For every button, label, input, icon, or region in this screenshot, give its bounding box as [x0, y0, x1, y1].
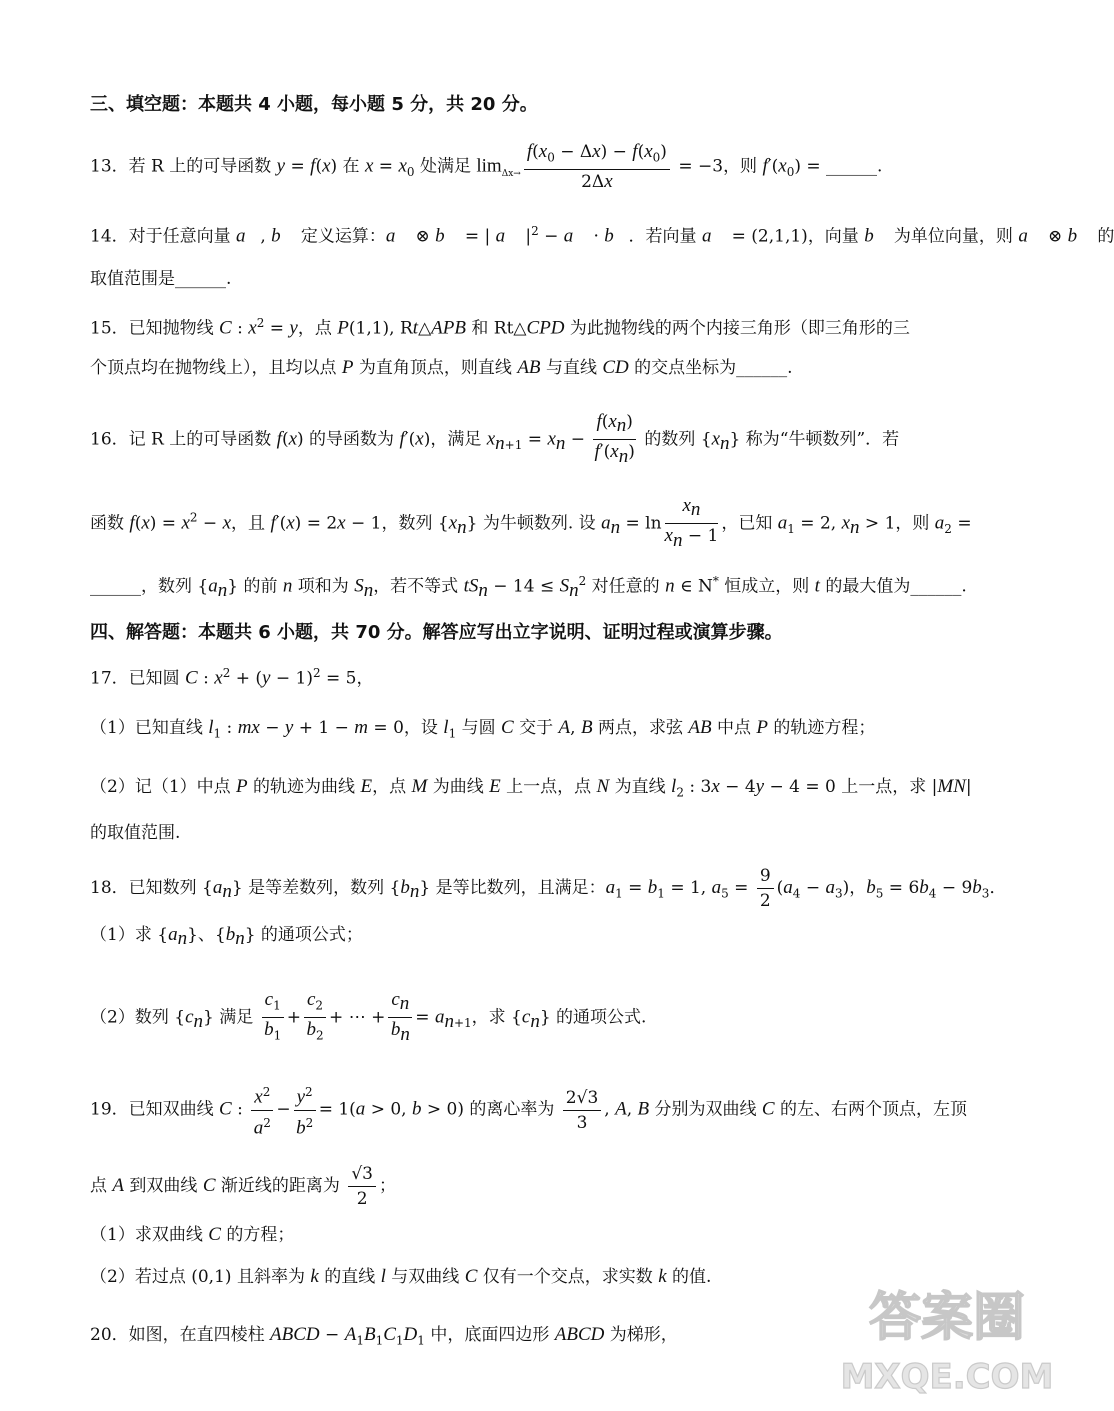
text: （1）求双曲线	[90, 1225, 209, 1245]
text: 的通项公式.	[550, 1007, 647, 1028]
text: ；	[378, 1176, 396, 1196]
text: 已知圆	[128, 668, 186, 689]
text: 的值.	[666, 1267, 712, 1287]
text: ，满足	[430, 429, 487, 450]
q-number: 20．	[90, 1325, 129, 1345]
watermark-text-1: 答案圈	[868, 1288, 1026, 1348]
question-18-part-1: （1）求 $\{a_n\}$、$\{b_n\}$ 的通项公式；	[90, 924, 363, 950]
question-19-part-1: （1）求双曲线 C 的方程；	[90, 1224, 295, 1245]
question-16-line-2: 函数 $f(x) = x^2 - x$，且 f′(x) = 2x − 1，数列 $\{x_n\}$ 为牛顿数列. 设 $a_n = \ln$ $\frac{x_n}{x_n - 1}$ ，已知 $a_1 = 2$, $x_n > 1$，则 $a_2$ =	[90, 494, 996, 554]
question-19: 19．已知双曲线 C : $\frac{x^2}{a^2}$ − $\frac{y^2}{b^2}$ = 1(a > 0, b > 0) 的离心率为 $\frac{2√3}{3}$ , A, B 分别为双曲线 C 的左、右两个顶点，左顶	[90, 1080, 996, 1140]
text: 的轨迹为曲线	[247, 777, 361, 797]
text: 的前	[238, 576, 283, 597]
text: ，求	[471, 1007, 512, 1028]
text: ，点	[372, 777, 412, 797]
text: 函数	[90, 513, 130, 534]
text: ，若不等式	[373, 576, 464, 597]
question-17-part-2-line-2: 的取值范围.	[90, 823, 181, 843]
question-20: 20．如图，在直四棱柱 ABCD − $A_1B_1C_1D_1$ 中，底面四边形 ABCD 为梯形，	[90, 1324, 678, 1348]
text: 的左、右两个顶点，左顶	[774, 1099, 968, 1120]
section-4-heading: 四、解答题：本题共 6 小题，共 70 分。解答应写出立字说明、证明过程或演算步骤。	[90, 622, 783, 643]
q-number: 15．	[90, 318, 129, 339]
text: （1）已知直线	[90, 718, 209, 738]
text: 的交点坐标为______.	[628, 358, 793, 378]
text: 恒成立，则	[718, 576, 815, 597]
question-18: 18．已知数列 $\{a_n\}$ 是等差数列，数列 $\{b_n\}$ 是等比数列，且满足：$a_1 = b_1 = 1$, $a_5$ = $\frac{9}{2}$ $(a_4 - a_3)$，$b_5 = 6b_4 - 9b_3$．	[90, 866, 1007, 911]
fraction: $\frac{c_1}{b_1}$	[262, 988, 284, 1048]
text: 的数列	[638, 429, 701, 450]
text: 两点，求弦	[592, 718, 689, 738]
text: 分别为双曲线	[649, 1099, 762, 1120]
text: 如图，在直四棱柱	[128, 1325, 271, 1345]
text: 为牛顿数列. 设	[477, 513, 602, 534]
text: ______，数列	[90, 576, 198, 597]
text: ，则	[723, 156, 763, 177]
question-17: 17．已知圆 C : $x^2 + (y - 1)^2 = 5$，	[90, 666, 374, 689]
q-number: 14．	[90, 226, 129, 247]
text: 对任意的	[586, 576, 666, 597]
question-14: 14．对于任意向量 a⃗, b⃗ 定义运算：a⃗ ⊗ b⃗ = | a⃗ $|^2$ − a⃗ · b⃗．若向量 a⃗ = (2,1,1)，向量 b⃗ 为单位向量，则 a⃗ ⊗ b⃗ 的	[90, 224, 1114, 247]
fraction: $\frac{f(x_0 - \Delta x) - f(x_0)}{2\Delta x}$	[524, 140, 670, 194]
fraction: $\frac{y^2}{b^2}$	[294, 1080, 316, 1140]
q-number: 18．	[90, 878, 129, 898]
text: 与直线	[540, 358, 603, 378]
text: 点	[90, 1176, 113, 1196]
text: 的	[1091, 226, 1114, 247]
section-3-heading: 三、填空题：本题共 4 小题，每小题 5 分，共 20 分。	[90, 94, 538, 115]
fraction: $\frac{c_n}{b_n}$	[388, 988, 412, 1048]
text: 处满足	[414, 156, 477, 177]
text: 上一点，点	[500, 777, 597, 797]
text: 记 R 上的可导函数	[128, 429, 277, 450]
q-number: 17．	[90, 668, 129, 689]
question-15-line-2: 个顶点均在抛物线上），且均以点 P 为直角顶点，则直线 AB 与直线 CD 的交点坐标为______.	[90, 357, 793, 378]
text: 已知数列	[128, 878, 203, 898]
fraction: $\frac{√3}{2}$	[348, 1162, 376, 1211]
q-number: 13．	[90, 156, 129, 177]
text: ，设	[403, 718, 444, 738]
text: 中点	[711, 718, 757, 738]
text: 为梯形，	[604, 1325, 678, 1345]
fraction: $\frac{x^2}{a^2}$	[251, 1080, 273, 1140]
question-18-part-2: （2）数列 $\{c_n\}$ 满足 $\frac{c_1}{b_1}$ + $\frac{c_2}{b_2}$ + ⋯ + $\frac{c_n}{b_n}$ = $a_{n+1}$，求 $\{c_n\}$ 的通项公式.	[90, 988, 996, 1048]
text: （2）若过点	[90, 1267, 192, 1287]
q-number: 16．	[90, 429, 129, 450]
text: 为直线	[609, 777, 672, 797]
text: 且斜率为	[231, 1267, 311, 1287]
fraction: $\frac{9}{2}$	[757, 864, 774, 913]
text: 仅有一个交点，求实数	[477, 1267, 659, 1287]
text: ，且	[231, 513, 271, 534]
text: 满足	[213, 1007, 259, 1028]
question-19-line-2: 点 A 到双曲线 C 渐近线的距离为 $\frac{√3}{2}$ ；	[90, 1164, 396, 1209]
text: 到双曲线	[124, 1176, 203, 1196]
q-number: 19．	[90, 1099, 129, 1120]
fraction: $\frac{c_2}{b_2}$	[304, 988, 326, 1048]
text: 和	[465, 318, 494, 339]
text: （2）数列	[90, 1007, 175, 1028]
text: 与双曲线	[385, 1267, 465, 1287]
text: ．若向量	[628, 226, 702, 247]
text: 上一点，求	[835, 777, 932, 797]
text: 交于	[513, 718, 559, 738]
text: 个顶点均在抛物线上），且均以点	[90, 358, 342, 378]
text: 若 R 上的可导函数	[128, 156, 277, 177]
question-16: 16．记 R 上的可导函数 f(x) 的导函数为 f′(x)，满足 $x_{n+1} = x_n$ − $\frac{f(x_n)}{f'(x_n)}$ 的数列 $\{x_n\}$ 称为“牛顿数列”．若	[90, 410, 996, 470]
text: ，点	[297, 318, 338, 339]
text: 的通项公式；	[255, 925, 363, 945]
text: ，已知	[721, 513, 778, 534]
question-17-part-2: （2）记（1）中点 P 的轨迹为曲线 E，点 M 为曲线 E 上一点，点 N 为直线 $l_2$ : 3x − 4y − 4 = 0 上一点，求 |MN|	[90, 776, 972, 800]
watermark-logo	[832, 1273, 1062, 1403]
question-19-part-2: （2）若过点 (0,1) 且斜率为 k 的直线 l 与双曲线 C 仅有一个交点，求实数 k 的值.	[90, 1266, 712, 1287]
question-14-line-2: 取值范围是______.	[90, 269, 232, 289]
text: ______.	[826, 156, 883, 177]
text: 的导函数为	[303, 429, 400, 450]
text: 是等比数列，且满足：	[430, 878, 606, 898]
text: 是等差数列，数列	[242, 878, 390, 898]
question-13: 13．若 R 上的可导函数 y = f(x) 在 $x = x_0$ 处满足 $\lim_{\Delta x\to}$ $\frac{f(x_0 - \Delta x) - f(x_0)}{2\Delta x}$ = −3，则 $f'(x_0)$ = ______.	[90, 141, 883, 193]
text: 定义运算：	[295, 226, 386, 247]
text: （1）求	[90, 925, 158, 945]
text: 称为“牛顿数列”．若	[740, 429, 900, 450]
text: （2）记（1）中点	[90, 777, 237, 797]
fraction: $\frac{2√3}{3}$	[563, 1086, 601, 1135]
text: 对于任意向量	[128, 226, 237, 247]
text: 已知双曲线	[128, 1099, 220, 1120]
text: 与圆	[456, 718, 502, 738]
text: 为直角顶点，则直线	[353, 358, 518, 378]
text: 的离心率为	[463, 1099, 560, 1120]
question-15: 15．已知抛物线 C : $x^2 = y$，点 P(1,1), Rt△APB 和 Rt△CPD 为此抛物线的两个内接三角形（即三角形的三	[90, 316, 910, 339]
text: 的轨迹方程；	[768, 718, 876, 738]
text: 为单位向量，则	[888, 226, 1019, 247]
text: 的方程；	[220, 1225, 295, 1245]
text: 已知抛物线	[128, 318, 220, 339]
fraction: $\frac{x_n}{x_n - 1}$	[664, 495, 719, 551]
watermark-text-2: MXQE.COM	[840, 1357, 1054, 1397]
text: ，数列	[381, 513, 438, 534]
text: 的直线	[318, 1267, 381, 1287]
question-17-part-1: （1）已知直线 $l_1$ : mx − y + 1 − m = 0，设 $l_1$ 与圆 C 交于 A, B 两点，求弦 AB 中点 P 的轨迹方程；	[90, 717, 876, 741]
fraction: $\frac{f(x_n)}{f'(x_n)}$	[594, 411, 635, 467]
text: 中，底面四边形	[424, 1325, 555, 1345]
text: 的最大值为______.	[819, 576, 967, 597]
text: ，向量	[807, 226, 865, 247]
text: 渐近线的距离为	[215, 1176, 346, 1196]
text: 项和为	[292, 576, 355, 597]
text: 在	[337, 156, 365, 177]
text: 为曲线	[427, 777, 490, 797]
text: ，则	[895, 513, 935, 534]
text: 为此抛物线的两个内接三角形（即三角形的三	[564, 318, 910, 339]
question-16-line-3: ______，数列 $\{a_n\}$ 的前 n 项和为 $S_n$，若不等式 $tS_n - 14 \le S_n^2$ 对任意的 n ∈ N* 恒成立，则 t 的最大值为______.	[90, 574, 967, 602]
